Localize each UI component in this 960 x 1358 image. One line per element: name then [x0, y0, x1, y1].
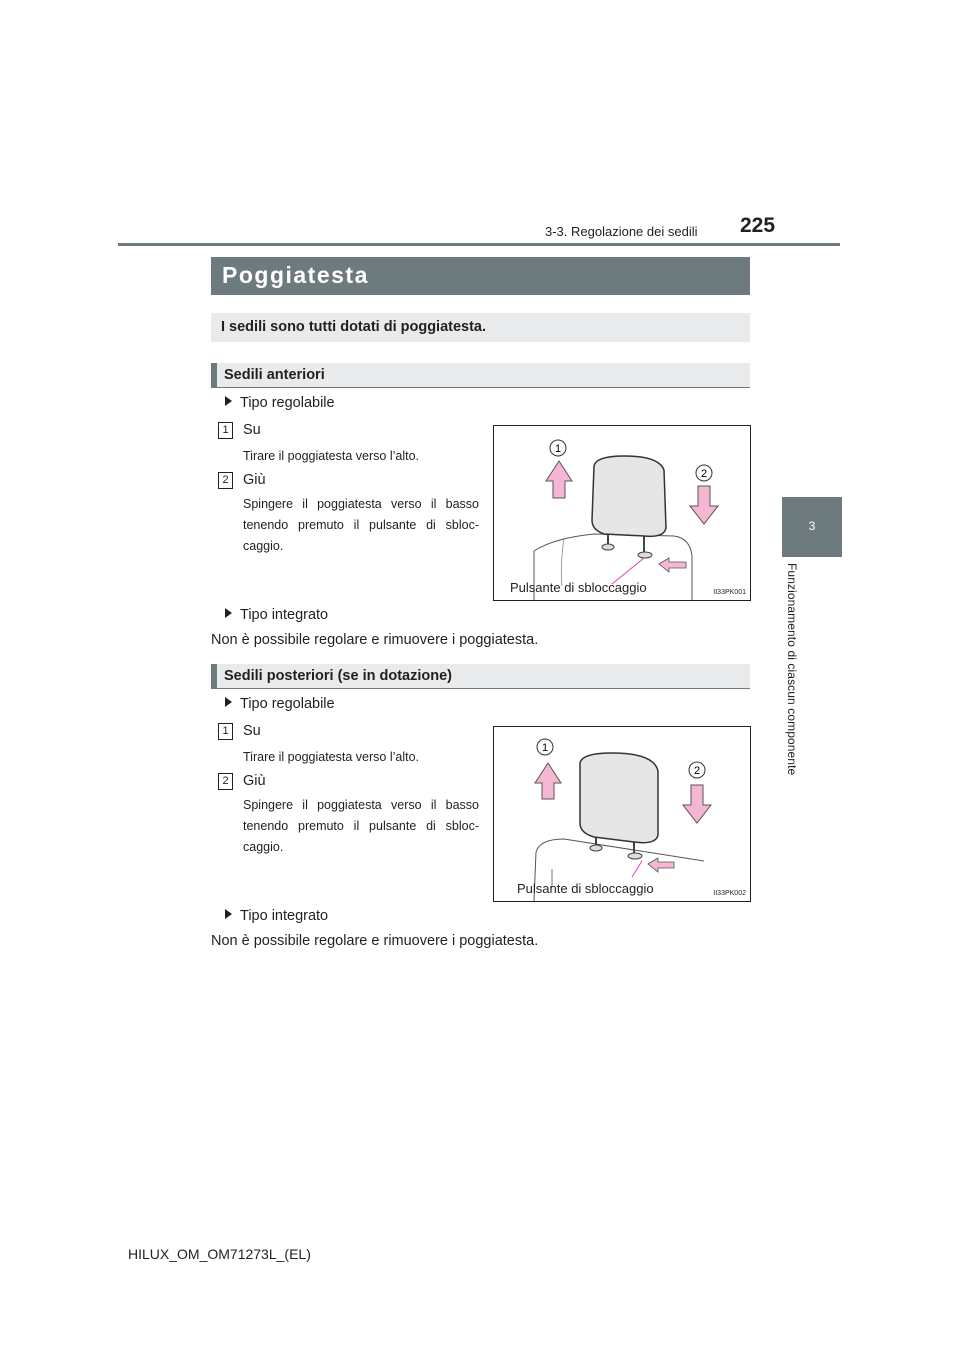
figure-code: II33PK001 — [713, 589, 746, 596]
step-number-box: 1 — [218, 422, 233, 439]
chapter-number: 3 — [808, 519, 816, 533]
section-marker — [211, 363, 217, 388]
section-marker — [211, 664, 217, 689]
section-header-front — [211, 363, 750, 388]
figure-caption: Pulsante di sbloccaggio — [510, 580, 647, 595]
headrest-illustration — [494, 727, 750, 901]
integrated-text: Non è possibile regolare e rimuovere i poggiatesta. — [211, 632, 539, 648]
section-header-rear — [211, 664, 750, 689]
section-title: Sedili anteriori — [224, 367, 325, 383]
step-number-box: 2 — [218, 773, 233, 790]
intro-text: I sedili sono tutti dotati di poggiatesta. — [221, 319, 487, 335]
bullet-label: Tipo integrato — [240, 607, 329, 623]
chapter-title: Funzionamento di ciascun componente — [785, 563, 799, 776]
step-description: Spingere il poggiatesta verso il basso tenendo premuto il pulsante di sbloc-caggio. — [243, 798, 479, 854]
step-number-box: 1 — [218, 723, 233, 740]
bullet-triangle-icon — [225, 697, 232, 707]
bullet-triangle-icon — [225, 608, 232, 618]
bullet-integrated-rear — [225, 908, 328, 924]
step-description: Tirare il poggiatesta verso l’alto. — [243, 449, 420, 463]
page-title: Poggiatesta — [222, 262, 369, 288]
callout-1: 1 — [541, 742, 549, 754]
step-description: Spingere il poggiatesta verso il basso tenendo premuto il pulsante di sbloc-caggio. — [243, 497, 479, 553]
bullet-label: Tipo integrato — [240, 908, 329, 924]
step-label: Giù — [243, 472, 266, 488]
step-label: Giù — [243, 773, 266, 789]
header-rule — [118, 243, 840, 246]
bullet-adjustable-front — [225, 395, 335, 411]
footer-code: HILUX_OM_OM71273L_(EL) — [128, 1246, 311, 1262]
bullet-triangle-icon — [225, 909, 232, 919]
step-label: Su — [243, 723, 261, 739]
figure-rear-headrest — [493, 726, 751, 902]
figure-caption: Pulsante di sbloccaggio — [517, 881, 654, 896]
figure-front-headrest — [493, 425, 751, 601]
integrated-text: Non è possibile regolare e rimuovere i poggiatesta. — [211, 933, 539, 949]
step-label: Su — [243, 422, 261, 438]
bullet-label: Tipo regolabile — [240, 395, 335, 411]
callout-2: 2 — [700, 468, 708, 480]
running-header-section: 3-3. Regolazione dei sedili — [545, 224, 698, 239]
figure-code: II33PK002 — [713, 890, 746, 897]
callout-1: 1 — [554, 443, 562, 455]
step-number-box: 2 — [218, 472, 233, 489]
bullet-label: Tipo regolabile — [240, 696, 335, 712]
step-description: Tirare il poggiatesta verso l’alto. — [243, 750, 420, 764]
bullet-integrated-front — [225, 607, 328, 623]
headrest-illustration — [494, 426, 750, 600]
bullet-triangle-icon — [225, 396, 232, 406]
page-number: 225 — [740, 214, 776, 237]
bullet-adjustable-rear — [225, 696, 335, 712]
callout-2: 2 — [693, 765, 701, 777]
section-title: Sedili posteriori (se in dotazione) — [224, 668, 452, 684]
